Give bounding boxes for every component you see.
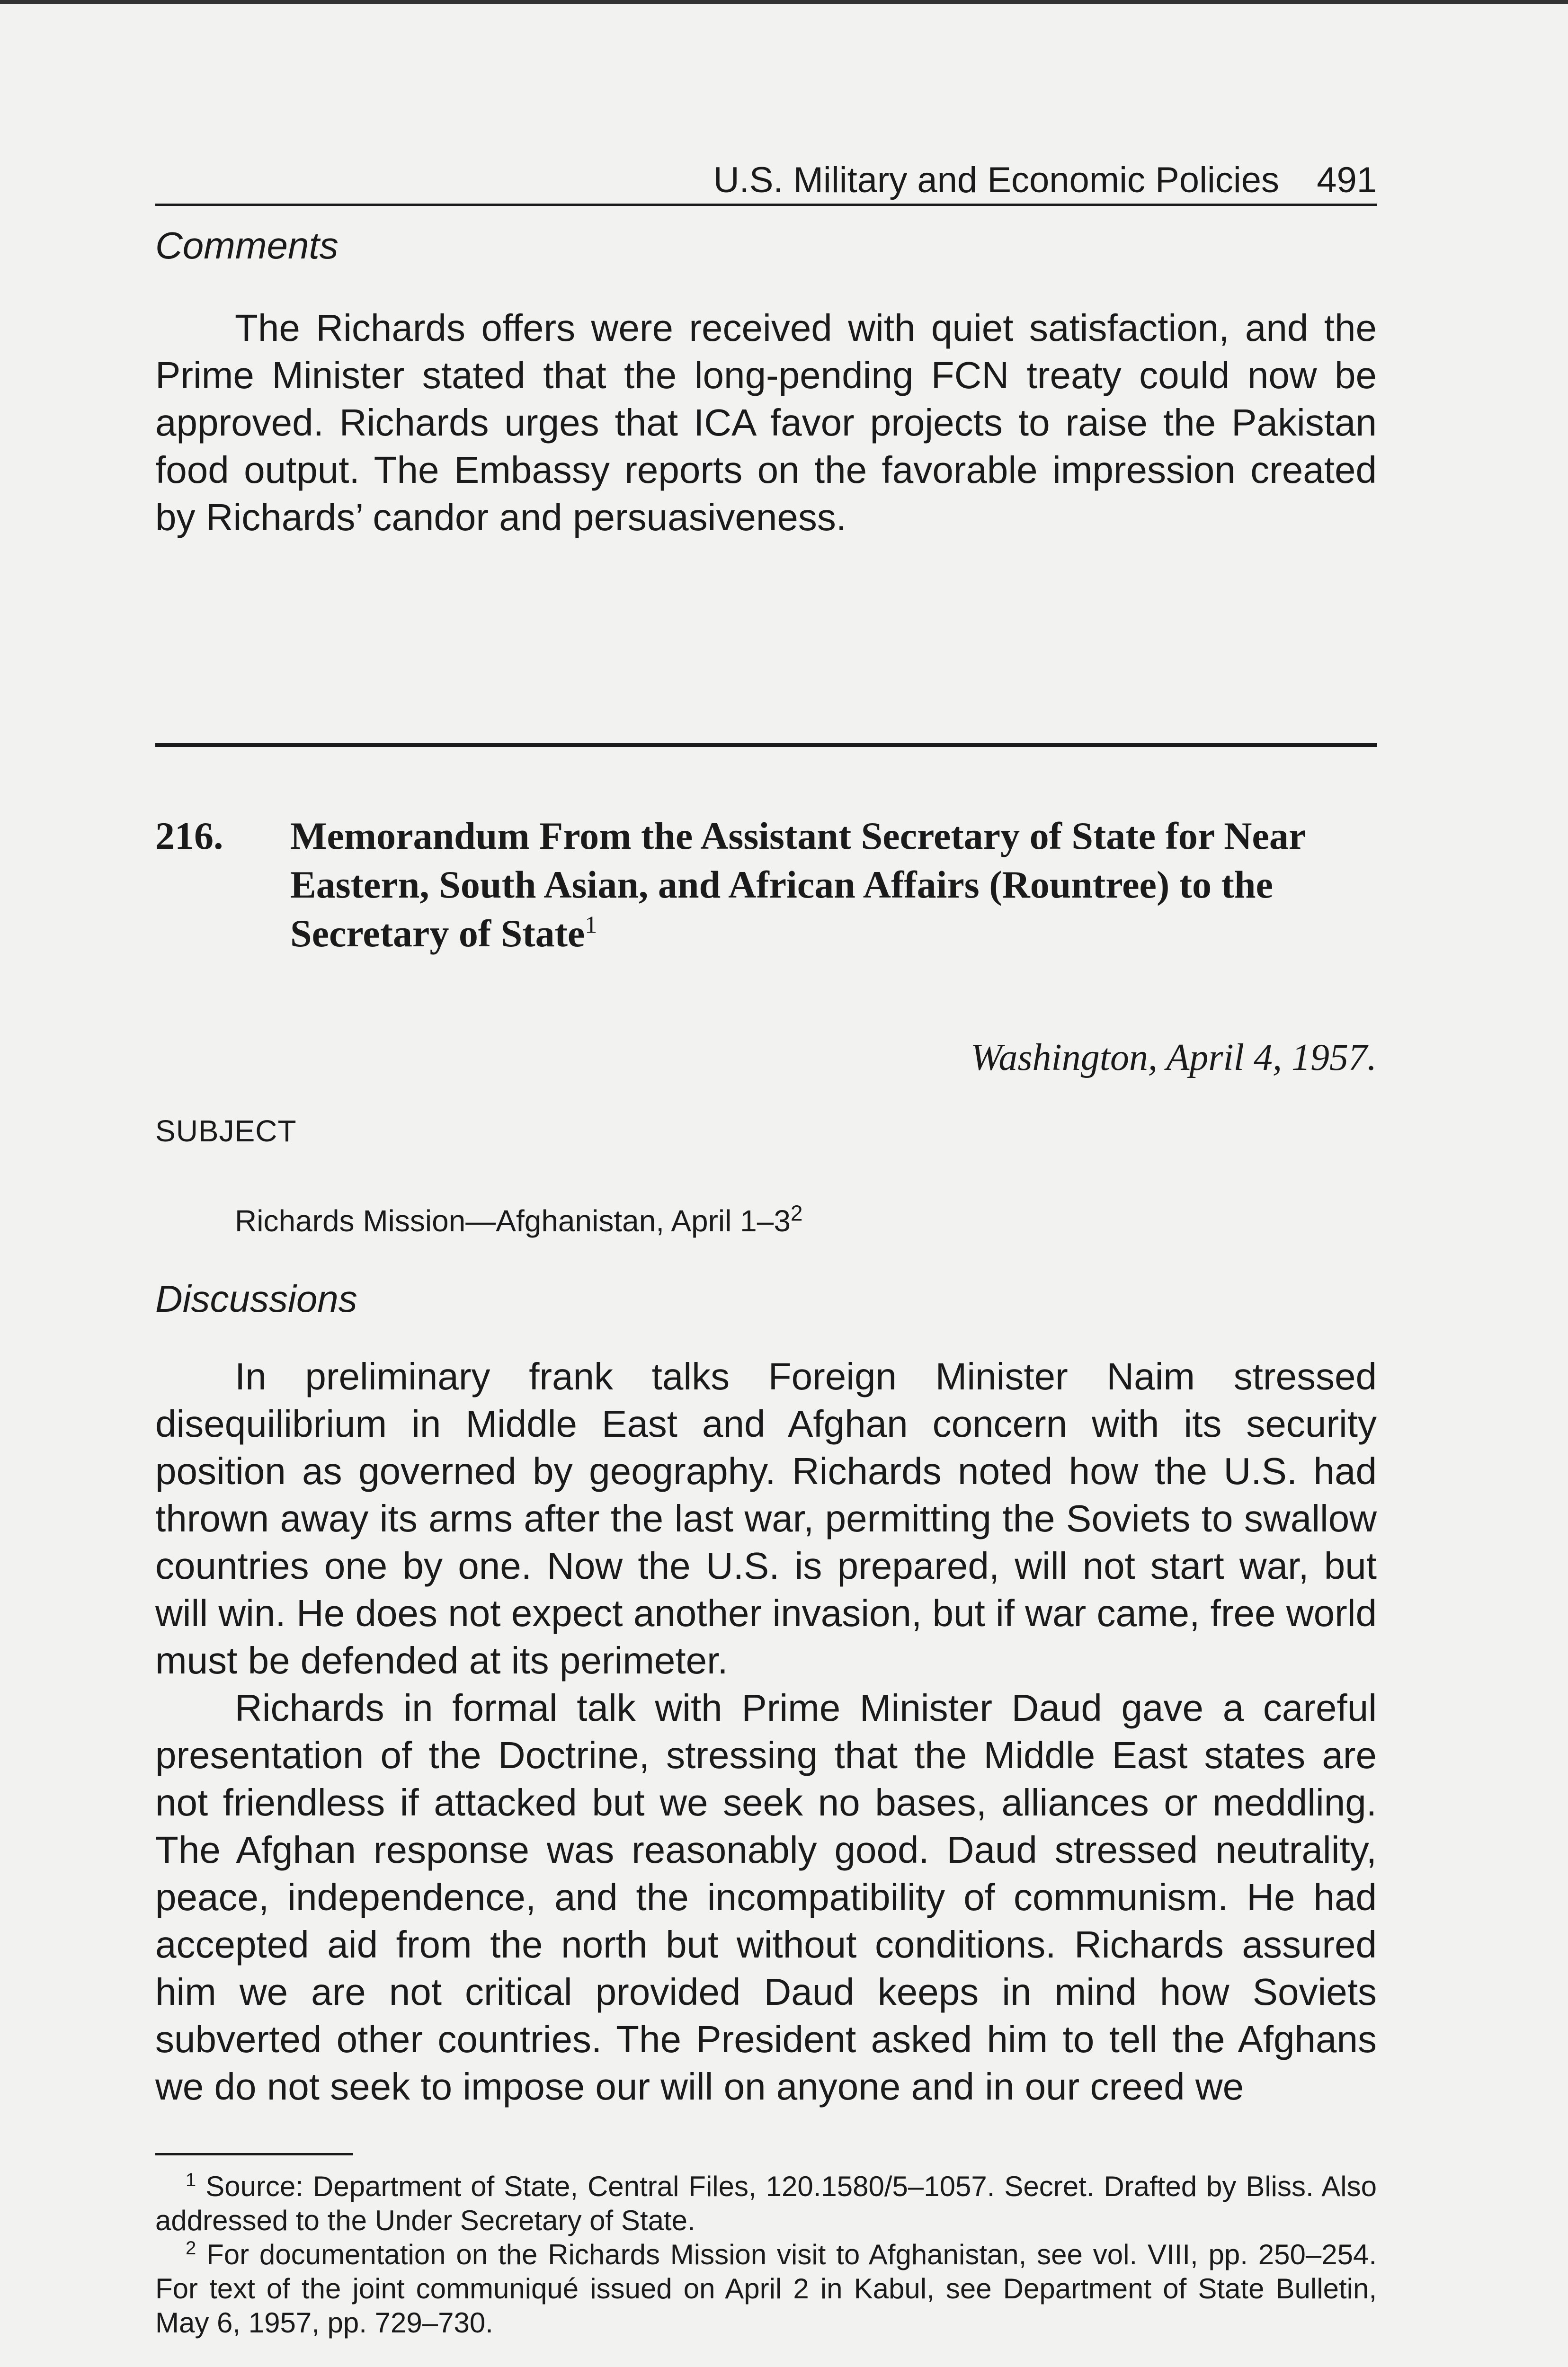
discussions-heading: Discussions xyxy=(155,1278,357,1320)
document-title: Memorandum From the Assistant Secretary of State for Near Eastern, South Asian, and African Affairs (Rountree) to the Secretary of State xyxy=(290,814,1305,955)
subject-footnote-ref: 2 xyxy=(790,1201,803,1226)
document-title-block xyxy=(290,811,1377,958)
dateline: Washington, April 4, 1957. xyxy=(971,1037,1377,1078)
discussions-paragraph-2: Richards in formal talk with Prime Minister Daud gave a careful presentation of the Doctrine, stressing that the Middle East states are not friendless if attacked but we seek no bases, alliances or meddling. The Afghan response was reasonably good. Daud stressed neutrality, peace, independence, and the incompatibility of communism. He had accepted aid from the north but without conditions. Richards assured him we are not critical provided Daud keeps in mind how Soviets subverted other countries. The President asked him to tell the Afghans we do not seek to impose our will on anyone and in our creed we xyxy=(155,1687,1377,2108)
comments-paragraph: The Richards offers were received with quiet satisfaction, and the Prime Minister stated that the long-pending FCN treaty could now be approved. Richards urges that ICA favor projects to raise the Pakistan food output. The Embassy reports on the favorable impression created by Richards’ candor and persuasiveness. xyxy=(155,307,1377,538)
subject-text-block xyxy=(235,1203,1377,1238)
comments-body xyxy=(155,304,1377,541)
title-footnote-ref: 1 xyxy=(585,911,597,939)
footnote-2-text: For documentation on the Richards Mission visit to Afghanistan, see vol. VIII, pp. 250–254. For text of the joint communiqué issued on April 2 in Kabul, see Department of State Bulletin, May 6, 1957, pp. 729–730. xyxy=(155,2239,1377,2339)
running-head xyxy=(155,156,1377,206)
footnotes xyxy=(155,2170,1377,2340)
subject-text: Richards Mission—Afghanistan, April 1–3 xyxy=(235,1204,791,1238)
document-heading xyxy=(155,811,1377,958)
section-divider xyxy=(155,743,1377,747)
footnote-2 xyxy=(155,2238,1377,2340)
running-head-title: U.S. Military and Economic Policies xyxy=(713,160,1279,200)
page-number: 491 xyxy=(1317,160,1377,200)
page-top-edge xyxy=(0,0,1568,4)
document-number: 216. xyxy=(155,814,223,857)
discussions-paragraph-1: In preliminary frank talks Foreign Minister Naim stressed disequilibrium in Middle East and Afghan concern with its security position as governed by geography. Richards noted how the U.S. had thrown away its arms after the last war, permitting the Soviets to swallow countries one by one. Now the U.S. is prepared, will not start war, but will win. He does not expect another invasion, but if war came, free world must be defended at its perimeter. xyxy=(155,1355,1377,1682)
footnote-rule xyxy=(155,2153,353,2155)
footnote-1-text: Source: Department of State, Central Files, 120.1580/5–1057. Secret. Drafted by Bliss. Also addressed to the Under Secretary of State. xyxy=(155,2171,1377,2236)
subject-label: SUBJECT xyxy=(155,1114,297,1148)
footnote-1 xyxy=(155,2170,1377,2238)
footnote-1-marker: 1 xyxy=(186,2170,196,2190)
comments-heading: Comments xyxy=(155,224,339,267)
footnote-2-marker: 2 xyxy=(186,2238,196,2259)
document-page xyxy=(155,156,1377,2340)
discussions-body xyxy=(155,1353,1377,2110)
